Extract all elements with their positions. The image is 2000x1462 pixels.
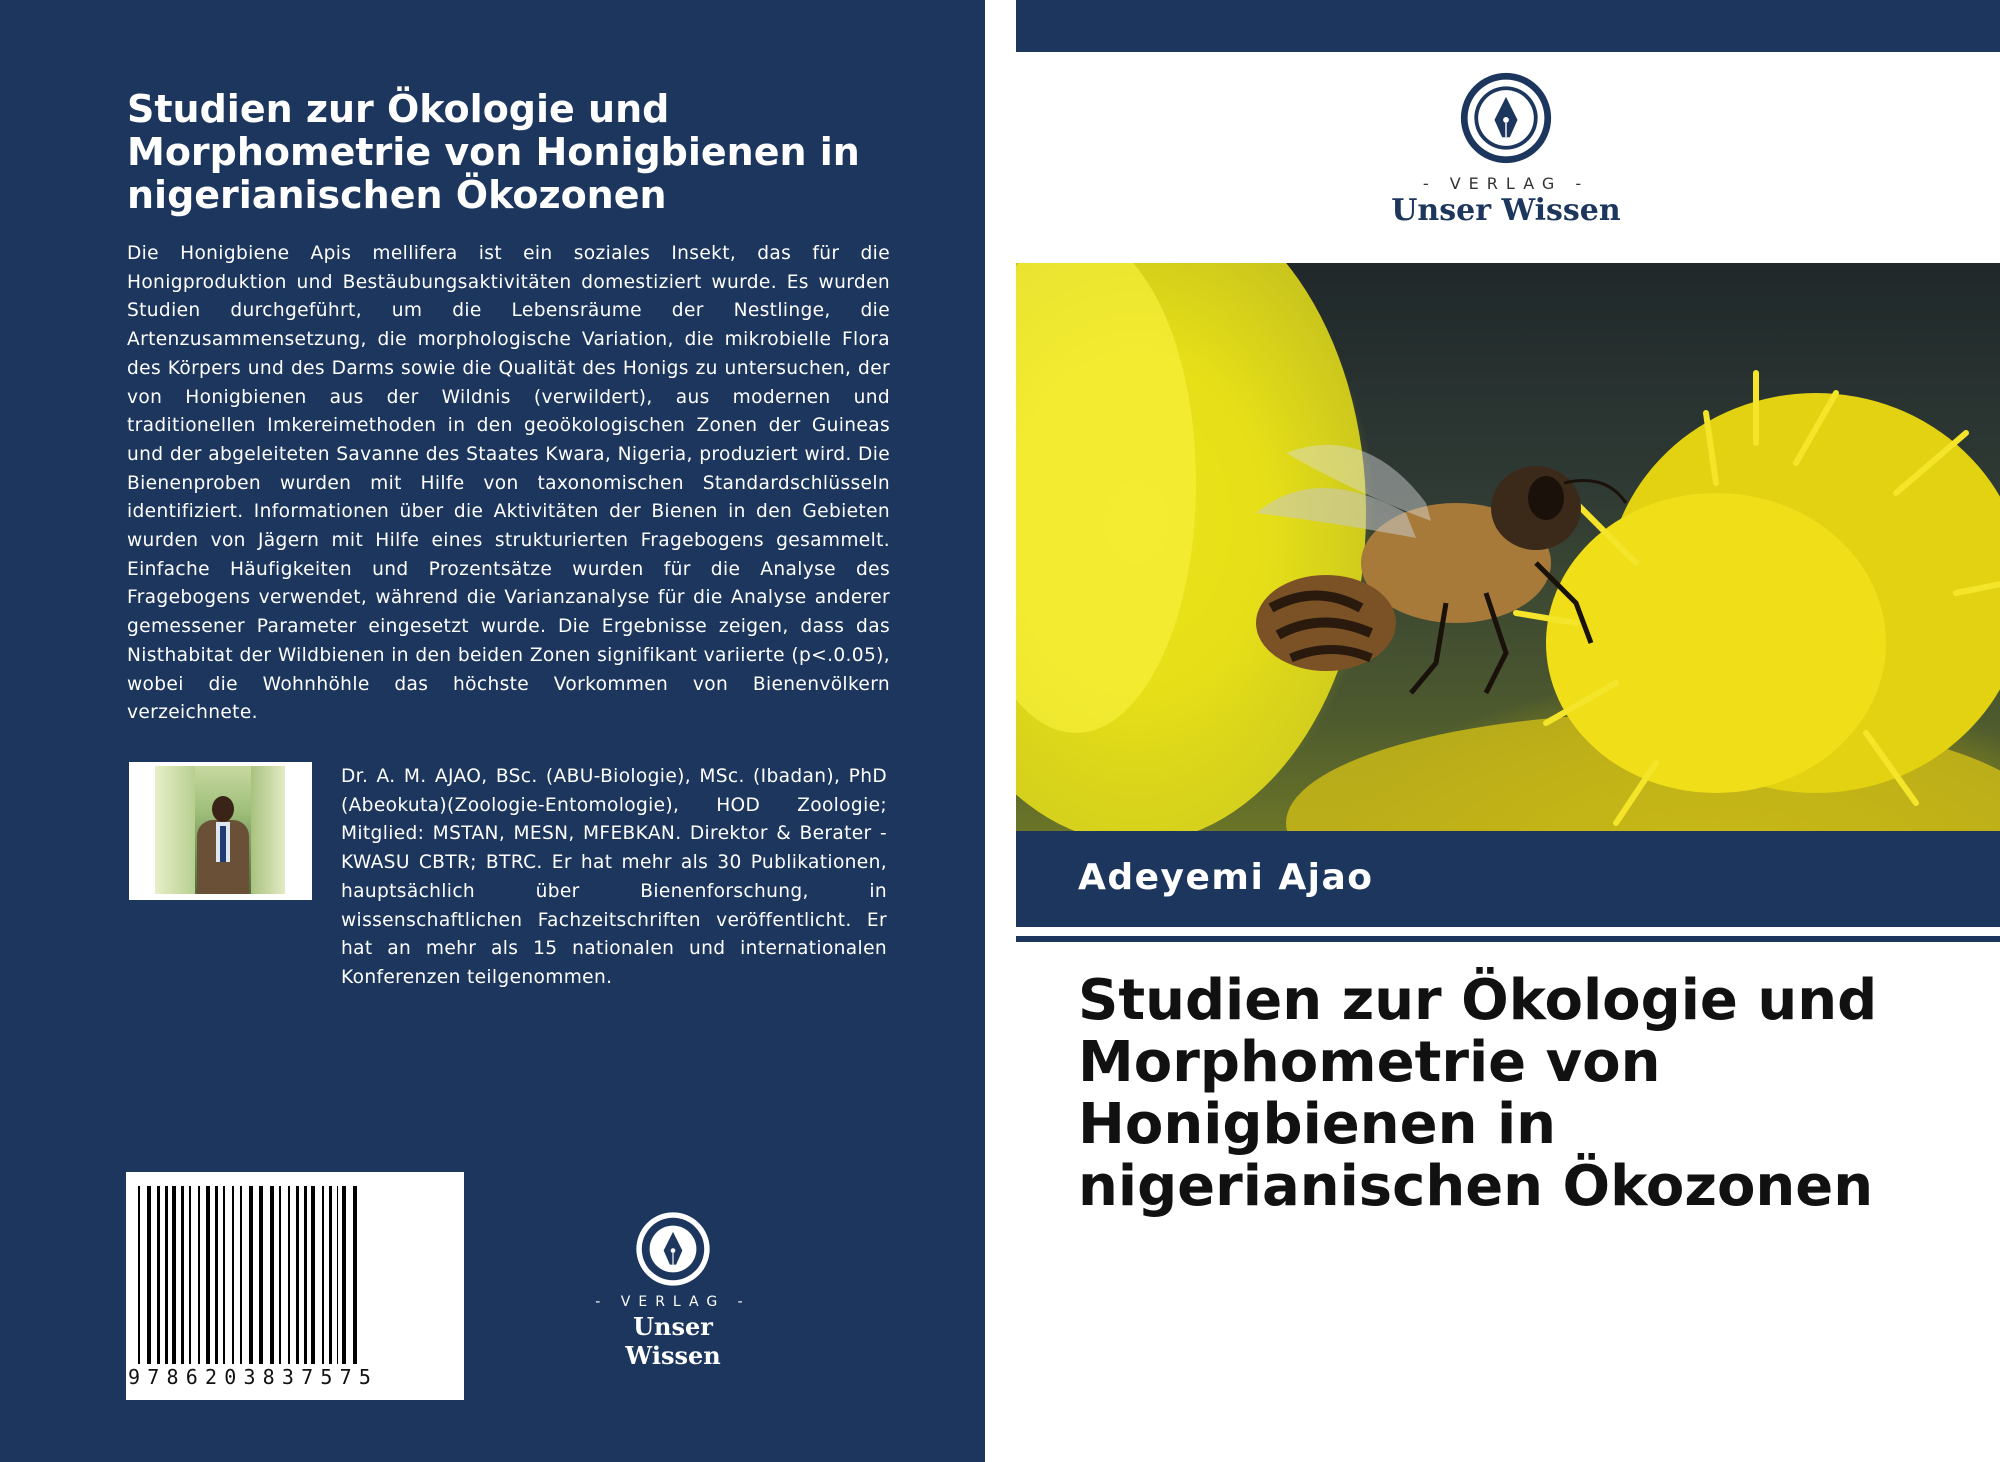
honeybee-image <box>1016 263 2000 831</box>
barcode-bars <box>136 1186 454 1364</box>
bee-on-flower-illustration <box>1016 263 2000 831</box>
publisher-name: Unser Wissen <box>1391 193 1621 228</box>
back-cover-title: Studien zur Ökologie und Morphometrie von Honigbienen in nigerianischen Ökozonen <box>127 87 860 217</box>
isbn-barcode <box>126 1172 464 1400</box>
publisher-verlag-label: - VERLAG - <box>1422 174 1590 193</box>
back-cover <box>0 0 985 1462</box>
author-band <box>1016 831 2000 927</box>
author-bio: Dr. A. M. AJAO, BSc. (ABU-Biologie), MSc. (Ibadan), PhD (Abeokuta)(Zoologie-Entomologie), HOD Zoologie; Mitglied: MSTAN, MESN, MFEBKAN. Direktor & Berater - KWASU CBTR; BTRC. Er hat mehr als 30 Publikationen, hauptsächlich über Bienenforschung, in wissenschaftlichen Fachzeitschriften veröffentlicht. Er hat an mehr als 15 nationalen und internationalen Konferenzen teilgenommen. <box>341 766 887 988</box>
pen-nib-emblem-icon <box>1458 70 1554 166</box>
publisher-logo-back <box>583 1210 763 1370</box>
front-top-bar <box>1016 0 2000 52</box>
front-cover <box>1016 0 2000 1462</box>
front-author-name: Adeyemi Ajao <box>1078 857 1374 898</box>
publisher-logo-front <box>1376 70 1636 228</box>
barcode-number: 9786203837575 <box>128 1365 379 1389</box>
book-spine <box>985 0 1016 1462</box>
author-photo-frame <box>129 762 312 900</box>
pen-nib-emblem-icon <box>634 1210 712 1288</box>
back-cover-blurb: Die Honigbiene Apis mellifera ist ein soziales Insekt, das für die Honigproduktion und Bestäubungsaktivitäten domestiziert wurde. Es wurden Studien durchgeführt, um die Lebensräume der Nestlinge, die Artenzusammensetzung, die morphologische Variation, die mikrobielle Flora des Körpers und des Darms sowie die Qualität des Honigs zu untersuchen, der von Honigbienen aus der Wildnis (verwildert), aus modernen und traditionellen Imkereimethoden in den geoökologischen Zonen der Guineas und der abgeleiteten Savanne des Staates Kwara, Nigeria, produziert wird. Die Bienenproben wurden mit Hilfe von taxonomischen Standardschlüsseln identifiziert. Informationen über die Aktivitäten der Bienen in den Gebieten wurden von Jägern mit Hilfe eines strukturierten Fragebogens gesammelt. Einfache Häufigkeiten und Prozentsätze wurden für die Analyse des Fragebogens verwendet, während die Varianzanalyse für die Analyse anderer gemessener Parameter eingesetzt wurde. Die Ergebnisse zeigen, dass das Nisthabitat der Wildbienen in den beiden Zonen signifikant variierte (p<.0.05), wobei die Wohnhöhle das höchste Vorkommen von Bienenvölkern verzeichnete. <box>127 243 890 724</box>
author-photo <box>155 766 285 894</box>
front-cover-title: Studien zur Ökologie und Morphometrie von Honigbienen in nigerianischen Ökozonen <box>1078 968 1878 1219</box>
publisher-verlag-label: - VERLAG - <box>595 1294 751 1310</box>
publisher-name: Unser Wissen <box>625 1312 721 1370</box>
cover-photo <box>1016 247 2000 831</box>
front-divider-rule <box>1016 936 2000 942</box>
